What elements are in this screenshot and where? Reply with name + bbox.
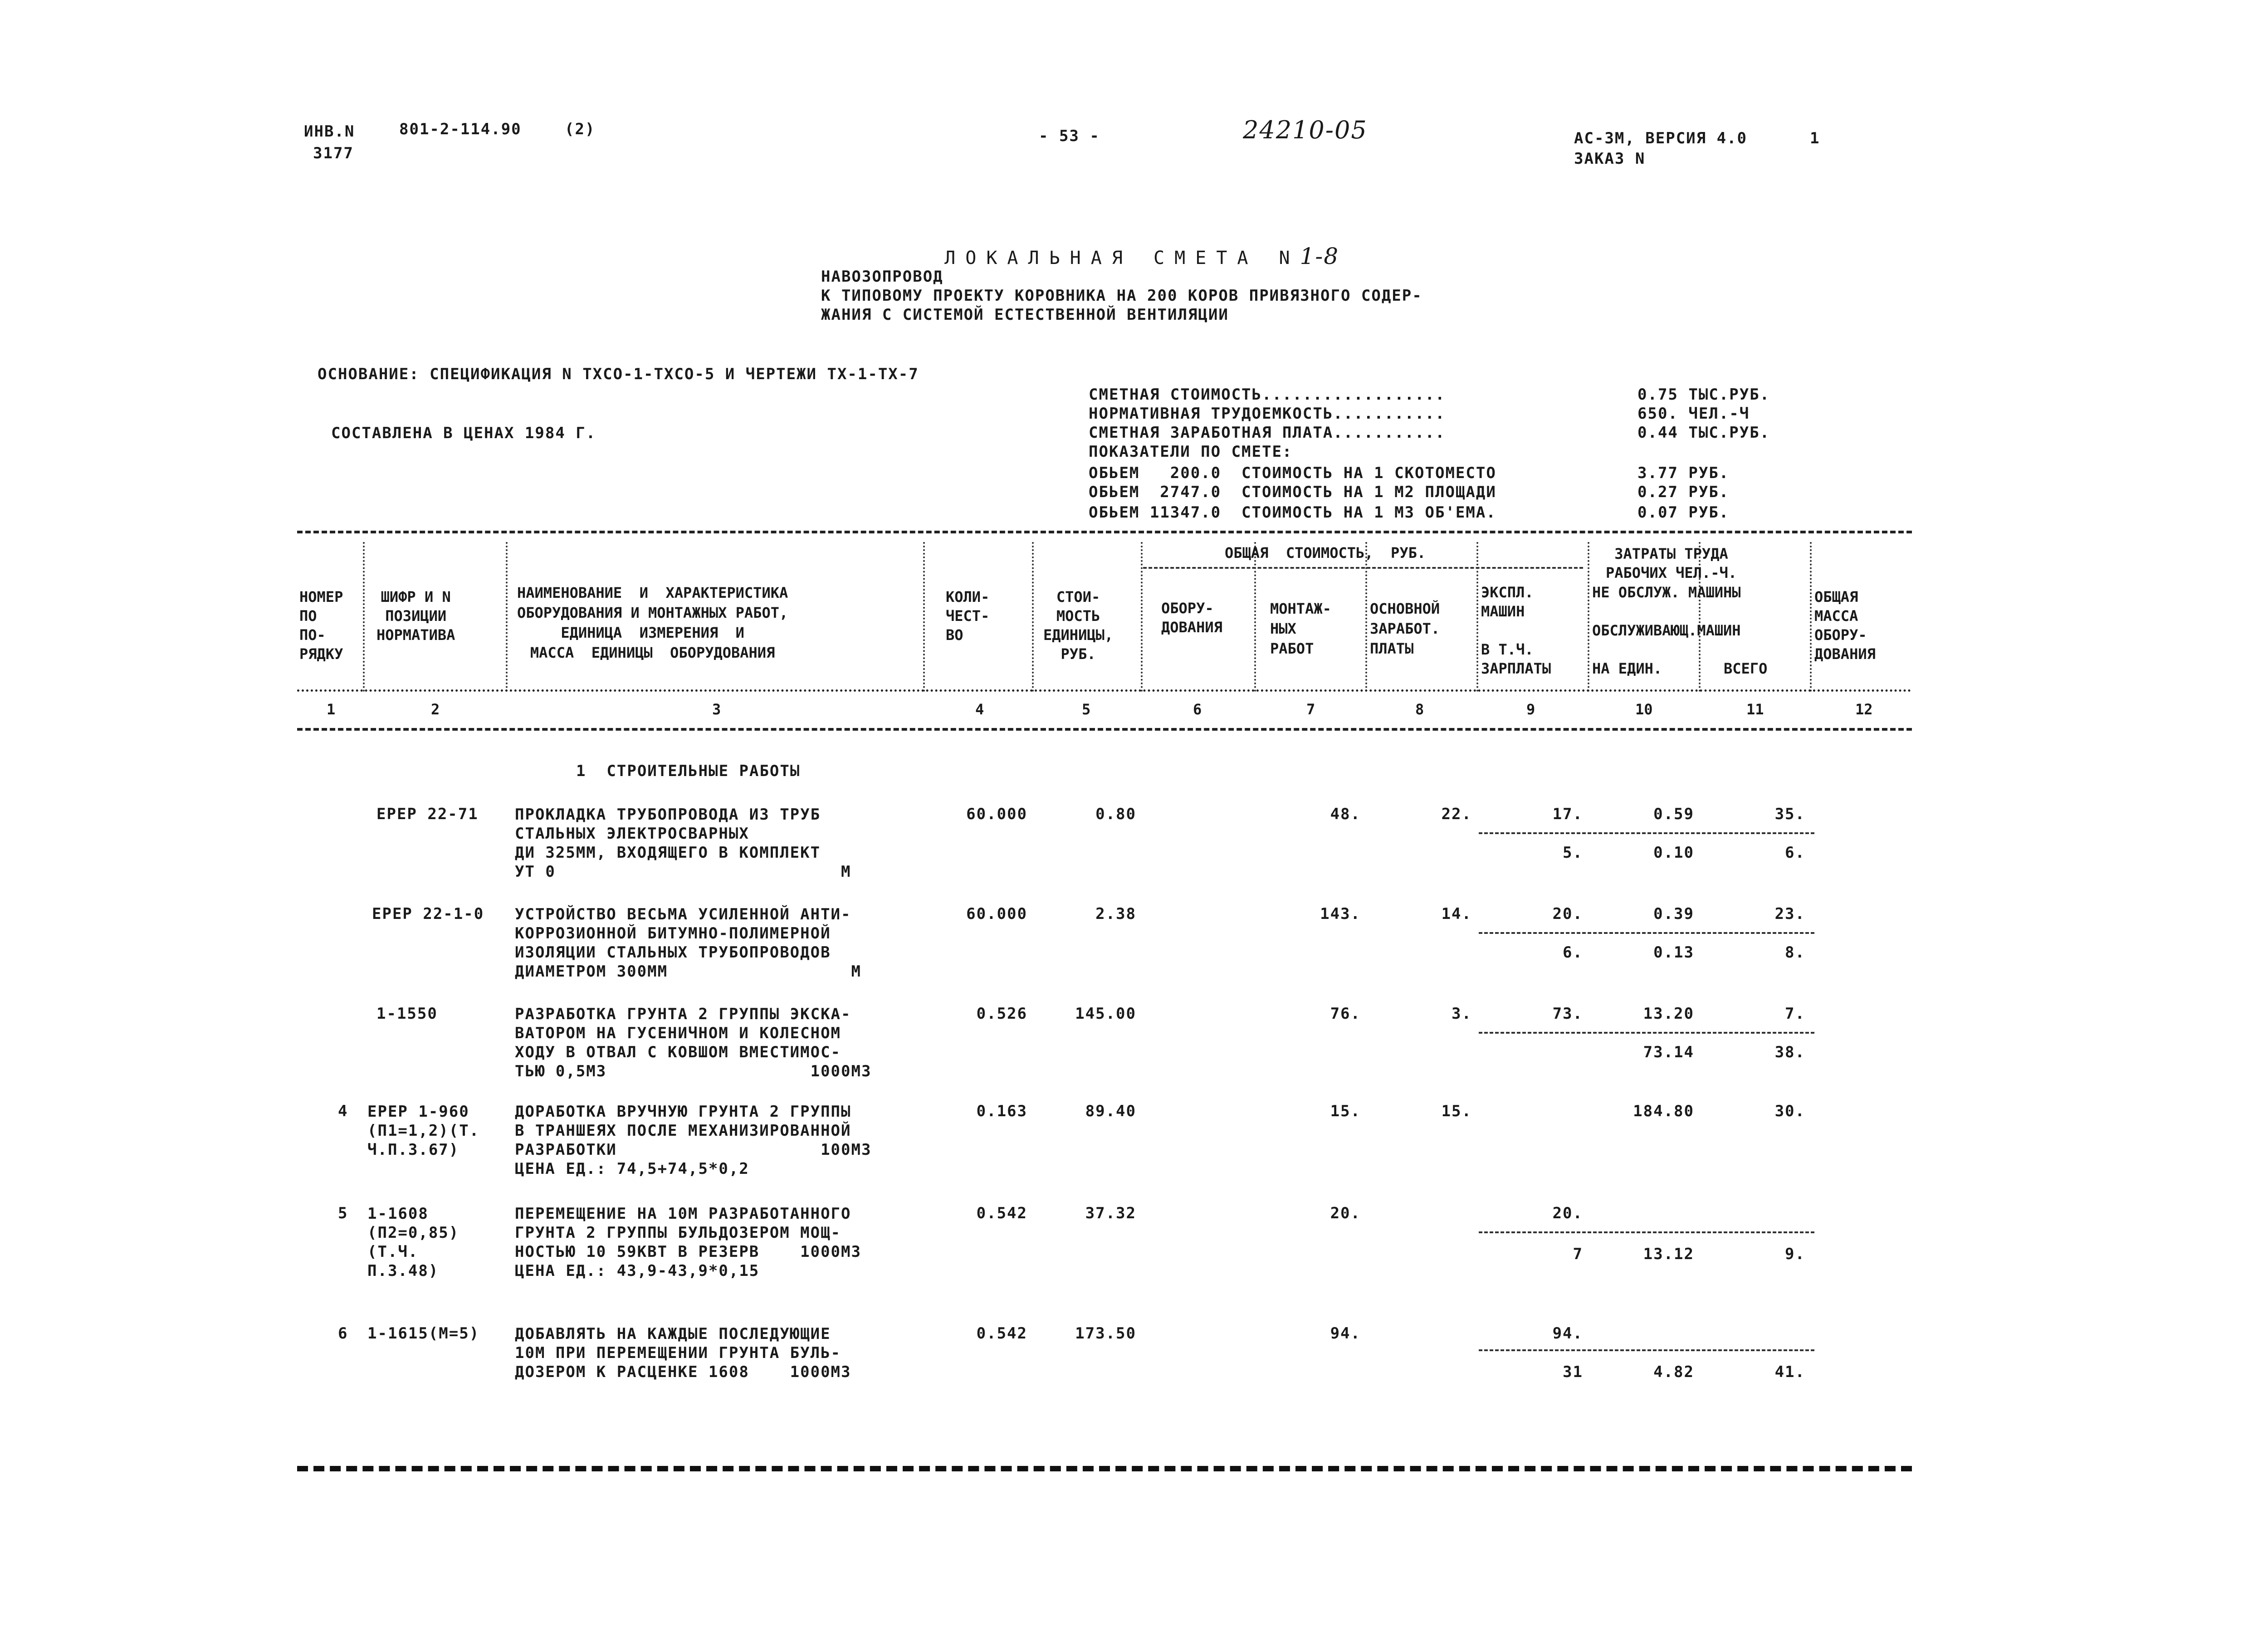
header-col-7: МОНТАЖ- НЫХ РАБОТ (1270, 600, 1331, 657)
row-total-labor-2: 38. (1774, 1043, 1805, 1061)
row-unit-labor-2: 4.82 (1653, 1363, 1694, 1381)
table-top-rule (297, 531, 1912, 533)
column-separator (923, 542, 925, 692)
row-wage: 15. (1441, 1102, 1472, 1120)
row-description: ПЕРЕМЕЩЕНИЕ НА 10М РАЗРАБОТАННОГО ГРУНТА 2 ГРУППЫ БУЛЬДОЗЕРОМ МОЩ- НОСТЬЮ 10 59КВТ В РЕЗЕРВ 1000М3 ЦЕНА ЕД.: 43,9-43,9*0,15 (515, 1205, 861, 1280)
column-number: 12 (1855, 701, 1873, 718)
summary-label: ОБЬЕМ 200.0 СТОИМОСТЬ НА 1 СКОТОМЕСТО (1089, 464, 1496, 482)
estimate-number: 1-8 (1300, 243, 1339, 269)
column-separator (1254, 542, 1256, 692)
column-number: 2 (431, 701, 440, 718)
row-machines: 20. (1552, 1204, 1583, 1222)
row-code: ЕРЕР 22-1-0 (372, 905, 484, 923)
header-col-8: ОСНОВНОЙ ЗАРАБОТ. ПЛАТЫ (1370, 600, 1440, 657)
row-total-labor: 23. (1774, 905, 1805, 923)
summary-label: ОБЬЕМ 11347.0 СТОИМОСТЬ НА 1 М3 ОБ'ЕМА. (1089, 503, 1496, 522)
header-col-9: ЭКСПЛ. МАШИН В Т.Ч. ЗАРПЛАТЫ (1481, 584, 1551, 677)
row-sub-rule (1479, 832, 1814, 834)
row-unit-labor: 0.39 (1653, 905, 1694, 923)
column-number: 8 (1415, 701, 1424, 718)
row-code: ЕРЕР 1-960 (П1=1,2)(Т. Ч.П.3.67) (367, 1103, 480, 1159)
row-quantity: 0.542 (976, 1204, 1027, 1222)
row-sub-rule (1479, 932, 1814, 934)
summary-value: 0.44 ТЫС.РУБ. (1637, 424, 1770, 442)
row-unit-cost: 2.38 (1095, 905, 1136, 923)
row-wage: 3. (1452, 1005, 1472, 1023)
row-unit-labor-2: 13.12 (1643, 1245, 1694, 1263)
prices-line: СОСТАВЛЕНА В ЦЕНАХ 1984 Г. (331, 424, 596, 442)
header-bottom-rule (297, 728, 1912, 731)
row-quantity: 0.526 (976, 1005, 1027, 1023)
summary-label: ОБЬЕМ 2747.0 СТОИМОСТЬ НА 1 М2 ПЛОЩАДИ (1089, 483, 1496, 501)
header-col-10: НЕ ОБСЛУЖ. МАШИНЫ ОБСЛУЖИВАЮЩ.МАШИН НА ЕДИН. (1592, 584, 1741, 677)
column-separator (1141, 542, 1143, 692)
row-unit-labor-2: 0.10 (1653, 844, 1694, 862)
summary-label: ПОКАЗАТЕЛИ ПО СМЕТЕ: (1089, 443, 1293, 461)
row-quantity: 60.000 (966, 805, 1027, 823)
header-col-11: ВСЕГО (1724, 660, 1768, 677)
row-machine-wage: 5. (1563, 844, 1583, 862)
summary-label: СМЕТНАЯ ЗАРАБОТНАЯ ПЛАТА........... (1089, 424, 1446, 442)
row-unit-cost: 145.00 (1075, 1005, 1136, 1023)
row-machine-wage: 7 (1573, 1245, 1583, 1263)
column-separator (1365, 542, 1367, 692)
header-total-rule (1143, 567, 1583, 569)
header-labor-group: ЗАТРАТЫ ТРУДА РАБОЧИХ ЧЕЛ.-Ч. (1606, 545, 1737, 581)
row-unit-cost: 89.40 (1085, 1102, 1136, 1120)
estimate-title (903, 222, 1339, 269)
order-label: ЗАКАЗ N (1574, 150, 1646, 168)
page-bottom-rule (297, 1466, 1912, 1471)
summary-value: 650. ЧЕЛ.-Ч (1637, 405, 1750, 423)
row-code: ЕРЕР 22-71 (376, 805, 479, 823)
summary-value: 0.07 РУБ. (1637, 503, 1730, 522)
row-unit-cost: 0.80 (1095, 805, 1136, 823)
row-code: 1-1608 (П2=0,85) (Т.Ч. П.3.48) (367, 1205, 459, 1280)
handwritten-code: 24210-05 (1243, 116, 1368, 144)
column-separator (1588, 542, 1589, 692)
row-machine-wage: 31 (1563, 1363, 1583, 1381)
row-machines: 73. (1552, 1005, 1583, 1023)
summary-label: НОРМАТИВНАЯ ТРУДОЕМКОСТЬ........... (1089, 405, 1446, 423)
row-total-labor-2: 6. (1785, 844, 1805, 862)
row-total-labor: 7. (1785, 1005, 1805, 1023)
row-number: 6 (338, 1324, 348, 1343)
row-total-labor: 35. (1774, 805, 1805, 823)
row-quantity: 0.542 (976, 1324, 1027, 1343)
summary-value: 3.77 РУБ. (1637, 464, 1730, 482)
header-mid-rule (297, 689, 1912, 692)
row-total-labor-2: 8. (1785, 943, 1805, 962)
summary-label: СМЕТНАЯ СТОИМОСТЬ.................. (1089, 386, 1446, 404)
project-code: 801-2-114.90 (399, 120, 522, 138)
row-wage: 22. (1441, 805, 1472, 823)
row-install: 20. (1330, 1204, 1361, 1222)
column-number: 7 (1306, 701, 1315, 718)
column-number: 6 (1193, 701, 1202, 718)
header-total-group: ОБЩАЯ СТОИМОСТЬ, РУБ. (1225, 544, 1426, 562)
object-desc-2: ЖАНИЯ С СИСТЕМОЙ ЕСТЕСТВЕННОЙ ВЕНТИЛЯЦИИ (821, 306, 1229, 324)
row-unit-cost: 37.32 (1085, 1204, 1136, 1222)
row-wage: 14. (1441, 905, 1472, 923)
column-number: 4 (975, 701, 984, 718)
estimate-title-text: ЛОКАЛЬНАЯ СМЕТА N (944, 248, 1300, 269)
basis-line: ОСНОВАНИЕ: СПЕЦИФИКАЦИЯ N ТХСО-1-ТХСО-5 И ЧЕРТЕЖИ ТХ-1-ТХ-7 (318, 365, 919, 383)
column-number: 5 (1082, 701, 1091, 718)
summary-value: 0.75 ТЫС.РУБ. (1637, 386, 1770, 404)
column-number: 1 (327, 701, 336, 718)
column-separator (1810, 542, 1812, 692)
column-separator (363, 542, 365, 692)
row-sub-rule (1479, 1032, 1814, 1034)
row-code: 1-1550 (376, 1005, 438, 1023)
program-page: 1 (1810, 129, 1820, 147)
row-description: ДОРАБОТКА ВРУЧНУЮ ГРУНТА 2 ГРУППЫ В ТРАНШЕЯХ ПОСЛЕ МЕХАНИЗИРОВАННОЙ РАЗРАБОТКИ 100М3 ЦЕНА ЕД.: 74,5+74,5*0,2 (515, 1103, 872, 1178)
row-quantity: 0.163 (976, 1102, 1027, 1120)
inventory-label: ИНВ.N (304, 122, 355, 141)
object-desc-1: К ТИПОВОМУ ПРОЕКТУ КОРОВНИКА НА 200 КОРОВ ПРИВЯЗНОГО СОДЕР- (821, 287, 1422, 305)
header-col-5: СТОИ- МОСТЬ ЕДИНИЦЫ, РУБ. (1043, 588, 1114, 663)
row-total-labor: 30. (1774, 1102, 1805, 1120)
row-unit-labor-2: 0.13 (1653, 943, 1694, 962)
row-sub-rule (1479, 1349, 1814, 1351)
row-number: 4 (338, 1102, 348, 1120)
row-description: ДОБАВЛЯТЬ НА КАЖДЫЕ ПОСЛЕДУЮЩИЕ 10М ПРИ ПЕРЕМЕЩЕНИИ ГРУНТА БУЛЬ- ДОЗЕРОМ К РАСЦЕНКЕ 1608 1000М3 (515, 1325, 851, 1381)
header-col-2: ШИФР И N ПОЗИЦИИ НОРМАТИВА (376, 588, 455, 644)
row-sub-rule (1479, 1231, 1814, 1233)
column-number: 3 (712, 701, 721, 718)
column-separator (1476, 542, 1478, 692)
row-total-labor-2: 9. (1785, 1245, 1805, 1263)
header-col-1: НОМЕР ПО ПО- РЯДКУ (299, 588, 343, 663)
row-description: УСТРОЙСТВО ВЕСЬМА УСИЛЕННОЙ АНТИ- КОРРОЗИОННОЙ БИТУМНО-ПОЛИМЕРНОЙ ИЗОЛЯЦИИ СТАЛЬНЫХ ТРУБОПРОВОДОВ ДИАМЕТРОМ 300ММ М (515, 905, 861, 981)
row-install: 48. (1330, 805, 1361, 823)
row-quantity: 60.000 (966, 905, 1027, 923)
row-unit-labor-2: 73.14 (1643, 1043, 1694, 1061)
program-version: АС-3М, ВЕРСИЯ 4.0 (1574, 129, 1747, 147)
header-col-12: ОБЩАЯ МАССА ОБОРУ- ДОВАНИЯ (1814, 588, 1876, 663)
header-col-6: ОБОРУ- ДОВАНИЯ (1161, 600, 1222, 636)
row-machine-wage: 6. (1563, 943, 1583, 962)
row-install: 76. (1330, 1005, 1361, 1023)
summary-value: 0.27 РУБ. (1637, 483, 1730, 501)
row-unit-labor: 13.20 (1643, 1005, 1694, 1023)
column-number: 9 (1526, 701, 1535, 718)
row-machines: 20. (1552, 905, 1583, 923)
row-code: 1-1615(М=5) (367, 1324, 480, 1343)
row-unit-cost: 173.50 (1075, 1324, 1136, 1343)
header-col-4: КОЛИ- ЧЕСТ- ВО (946, 588, 990, 644)
row-number: 5 (338, 1204, 348, 1222)
column-separator (506, 542, 508, 692)
section-title: 1 СТРОИТЕЛЬНЫЕ РАБОТЫ (576, 762, 801, 780)
row-total-labor-2: 41. (1774, 1363, 1805, 1381)
object-name: НАВОЗОПРОВОД (821, 268, 943, 286)
row-machines: 94. (1552, 1324, 1583, 1343)
row-install: 15. (1330, 1102, 1361, 1120)
row-install: 143. (1320, 905, 1361, 923)
header-col-3: НАИМЕНОВАНИЕ И ХАРАКТЕРИСТИКА ОБОРУДОВАНИЯ И МОНТАЖНЫХ РАБОТ, ЕДИНИЦА ИЗМЕРЕНИЯ И МАССА ЕДИНИЦЫ ОБОРУДОВАНИЯ (517, 584, 788, 661)
row-description: ПРОКЛАДКА ТРУБОПРОВОДА ИЗ ТРУБ СТАЛЬНЫХ ЭЛЕКТРОСВАРНЫХ ДИ 325ММ, ВХОДЯЩЕГО В КОМПЛЕКТ УТ 0 М (515, 806, 851, 881)
column-number: 10 (1635, 701, 1653, 718)
column-number: 11 (1746, 701, 1764, 718)
row-install: 94. (1330, 1324, 1361, 1343)
project-suffix: (2) (565, 120, 596, 138)
page-number: - 53 - (1039, 127, 1100, 145)
row-description: РАЗРАБОТКА ГРУНТА 2 ГРУППЫ ЭКСКА- ВАТОРОМ НА ГУСЕНИЧНОМ И КОЛЕСНОМ ХОДУ В ОТВАЛ С КОВШОМ ВМЕСТИМОС- ТЬЮ 0,5М3 1000М3 (515, 1005, 872, 1080)
row-machines: 17. (1552, 805, 1583, 823)
row-unit-labor: 184.80 (1633, 1102, 1694, 1120)
inventory-number: 3177 (313, 144, 354, 162)
column-separator (1032, 542, 1034, 692)
row-unit-labor: 0.59 (1653, 805, 1694, 823)
